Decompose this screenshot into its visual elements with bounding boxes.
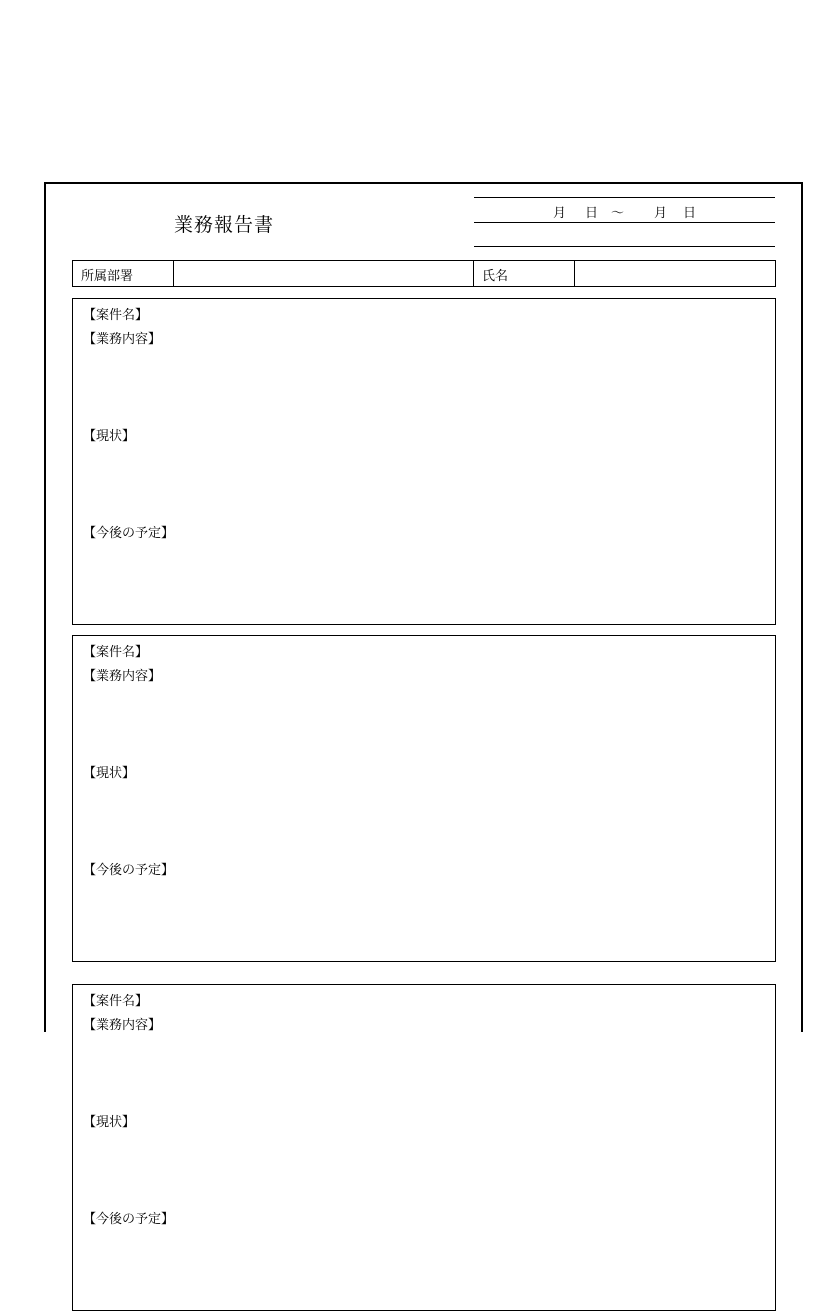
period-end-month: 月 [654,206,668,221]
work-content-label: 【業務内容】 [83,669,162,684]
report-block-3[interactable] [72,984,776,1311]
period-extra-field[interactable] [474,223,775,246]
report-block-2[interactable] [72,635,776,962]
status-label: 【現状】 [83,766,136,781]
name-label: 氏名 [474,261,575,286]
period-separator: 〜 [611,206,625,221]
status-label: 【現状】 [83,1115,136,1130]
report-block-1[interactable] [72,298,776,625]
future-plan-label: 【今後の予定】 [83,526,175,541]
project-label: 【案件名】 [83,308,149,323]
work-content-label: 【業務内容】 [83,332,162,347]
period-box [474,197,775,247]
department-label: 所属部署 [73,261,174,286]
status-label: 【現状】 [83,429,136,444]
work-content-label: 【業務内容】 [83,1018,162,1033]
period-field[interactable] [474,198,775,222]
name-field[interactable] [575,261,775,286]
project-label: 【案件名】 [83,994,149,1009]
project-label: 【案件名】 [83,645,149,660]
period-start-day: 日 [585,206,599,221]
future-plan-label: 【今後の予定】 [83,1212,175,1227]
period-end-day: 日 [683,206,697,221]
report-sheet [44,182,803,1227]
period-bottom-line [474,246,775,247]
info-table [72,260,776,287]
period-start-month: 月 [553,206,567,221]
document-title: 業務報告書 [174,214,275,236]
department-field[interactable] [174,261,474,286]
future-plan-label: 【今後の予定】 [83,863,175,878]
